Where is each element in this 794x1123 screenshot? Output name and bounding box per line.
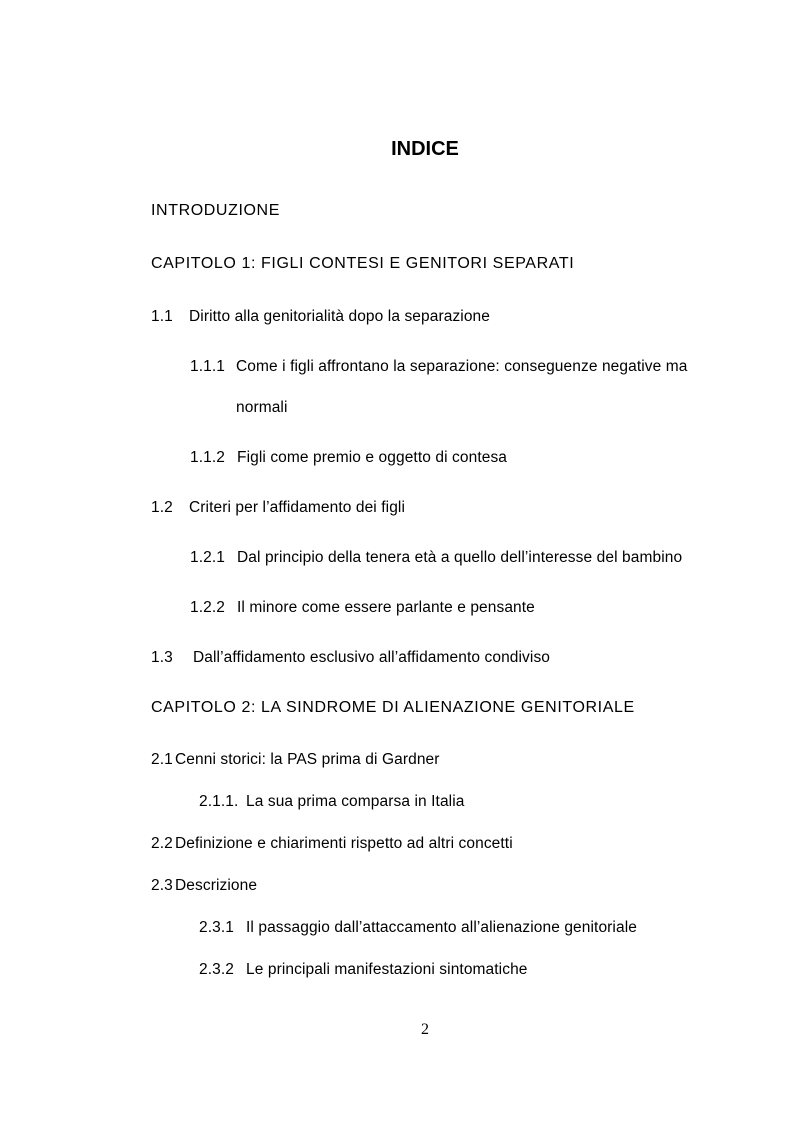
toc-entry-number: 1.1.1 <box>190 358 225 375</box>
toc-entry-2-1 <box>151 751 440 769</box>
toc-entry-number: 1.2.2 <box>190 599 225 616</box>
toc-entry-2-2 <box>151 835 513 853</box>
toc-entry-1-1-1 <box>190 358 688 376</box>
toc-entry-text: Il passaggio dall’attaccamento all’alienazione genitoriale <box>246 919 637 936</box>
toc-entry-1-1-1-continuation <box>236 399 288 417</box>
toc-entry-2-1-1 <box>199 793 464 811</box>
toc-entry-1-3 <box>151 649 550 667</box>
toc-entry-number: 2.2 <box>151 835 173 852</box>
toc-entry-text: CAPITOLO 2: LA SINDROME DI ALIENAZIONE GENITORIALE <box>151 699 635 716</box>
page-title: INDICE <box>391 138 459 160</box>
toc-entry-text: Definizione e chiarimenti rispetto ad altri concetti <box>175 835 513 852</box>
toc-entry-1-1-2 <box>190 449 507 467</box>
toc-entry-text: Cenni storici: la PAS prima di Gardner <box>175 751 440 768</box>
toc-entry-1-2-2 <box>190 599 535 617</box>
toc-entry-number: 2.3 <box>151 877 173 894</box>
toc-entry-text: Dal principio della tenera età a quello dell’interesse del bambino <box>237 549 683 566</box>
toc-entry-introduzione <box>151 202 280 220</box>
toc-chapter-2 <box>151 699 635 717</box>
toc-entry-text-continuation: normali <box>236 399 288 416</box>
toc-entry-number: 2.3.2 <box>199 961 234 978</box>
toc-entry-number: 1.1 <box>151 308 173 325</box>
toc-entry-text: Il minore come essere parlante e pensante <box>237 599 535 616</box>
page-number: 2 <box>421 1021 429 1038</box>
toc-entry-text: Figli come premio e oggetto di contesa <box>237 449 508 466</box>
toc-entry-1-2 <box>151 499 405 517</box>
toc-entry-number: 2.3.1 <box>199 919 234 936</box>
toc-entry-number: 2.1.1. <box>199 793 239 810</box>
toc-entry-2-3 <box>151 877 257 895</box>
toc-entry-text: CAPITOLO 1: FIGLI CONTESI E GENITORI SEPARATI <box>151 255 575 272</box>
toc-entry-number: 1.1.2 <box>190 449 225 466</box>
toc-entry-text: Descrizione <box>175 877 258 894</box>
toc-entry-2-3-2 <box>199 961 528 979</box>
toc-entry-text: INTRODUZIONE <box>151 202 280 219</box>
toc-entry-text: Le principali manifestazioni sintomatiche <box>246 961 528 978</box>
toc-chapter-1 <box>151 255 574 273</box>
toc-entry-1-1 <box>151 308 490 326</box>
toc-entry-text: La sua prima comparsa in Italia <box>246 793 465 810</box>
toc-entry-number: 1.2 <box>151 499 173 516</box>
toc-entry-text: Criteri per l’affidamento dei figli <box>189 499 406 516</box>
toc-entry-number: 1.2.1 <box>190 549 225 566</box>
toc-entry-text: Diritto alla genitorialità dopo la separazione <box>189 308 490 325</box>
toc-entry-2-3-1 <box>199 919 637 937</box>
toc-entry-number: 2.1 <box>151 751 173 768</box>
toc-entry-text: Dall’affidamento esclusivo all’affidamento condiviso <box>193 649 551 666</box>
toc-entry-number: 1.3 <box>151 649 173 666</box>
toc-entry-text: Come i figli affrontano la separazione: conseguenze negative ma <box>236 358 688 375</box>
toc-entry-1-2-1 <box>190 549 682 567</box>
